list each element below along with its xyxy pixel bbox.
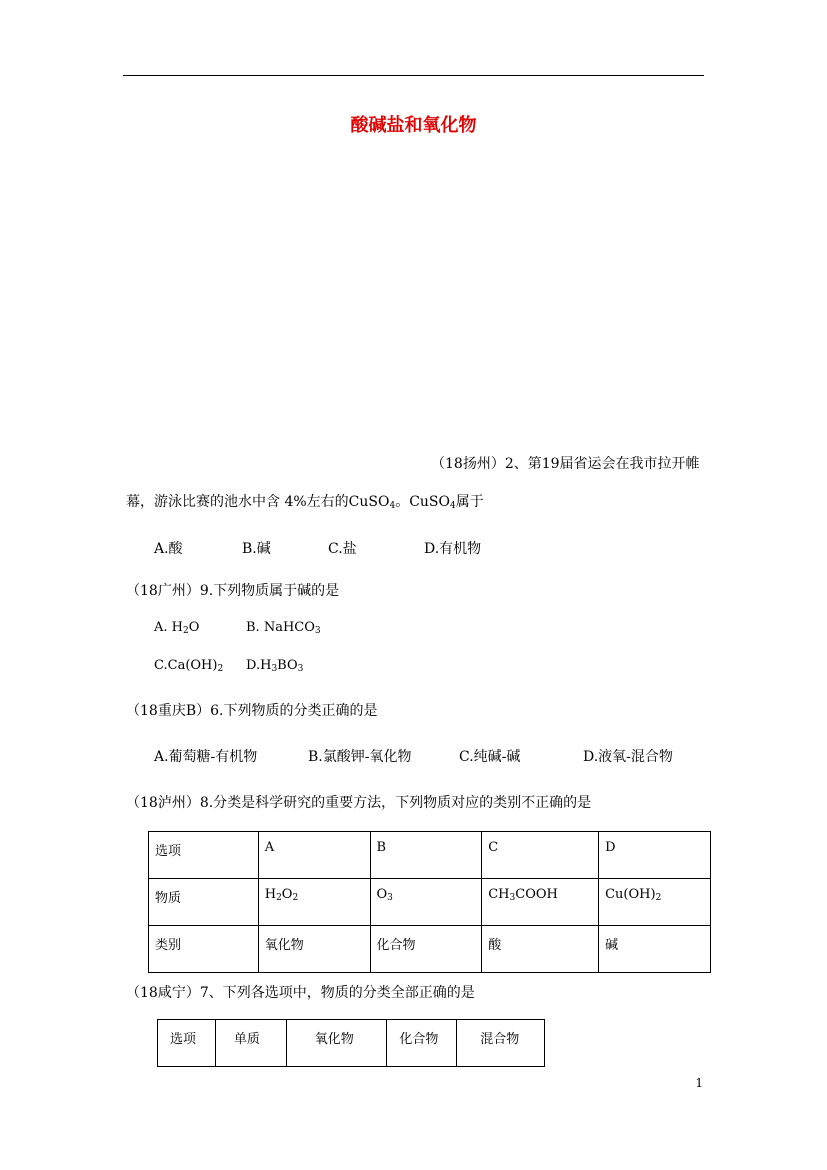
q4-cell: 酸 — [482, 926, 599, 973]
q4-cell: 化合物 — [370, 926, 482, 973]
q5-cell: 选项 — [158, 1020, 216, 1067]
q1-option-d: D.有机物 — [424, 541, 482, 557]
q4-stem: （18泸州）8.分类是科学研究的重要方法，下列物质对应的类别不正确的是 — [126, 795, 592, 811]
q4-cell: B — [370, 832, 482, 879]
q2-option-c: $C.Ca(OH)_2$ — [154, 658, 224, 674]
q4-header-row — [149, 832, 711, 879]
q3-option-a: A.葡萄糖-有机物 — [154, 749, 258, 765]
q5-cell: 化合物 — [387, 1020, 457, 1067]
q1-option-c: C.盐 — [328, 541, 357, 557]
document-title: 酸碱盐和氧化物 — [350, 115, 477, 136]
q2-option-d: $D.H_3BO_3$ — [246, 658, 304, 674]
q4-cell: 氧化物 — [258, 926, 370, 973]
q2-option-a: A. $H_2O$ — [154, 620, 200, 636]
q5-cell: 氧化物 — [286, 1020, 387, 1067]
page-number: 1 — [695, 1076, 703, 1090]
q4-cell: 类别 — [149, 926, 259, 973]
q4-substance-row — [149, 879, 711, 926]
q4-cell: $CH_3COOH$ — [482, 879, 599, 926]
q4-cell: C — [482, 832, 599, 879]
q4-cell: $H_2O_2$ — [258, 879, 370, 926]
q4-cell: 碱 — [599, 926, 711, 973]
q3-option-b: B.氯酸钾-氧化物 — [308, 749, 412, 765]
q3-option-c: C.纯碱-碱 — [459, 749, 521, 765]
q5-header-row — [158, 1020, 545, 1067]
q2-stem: （18广州）9.下列物质属于碱的是 — [126, 583, 340, 599]
q2-option-b: B. NaHCO$_3$ — [246, 620, 321, 636]
q4-cell: A — [258, 832, 370, 879]
q3-stem: （18重庆B）6.下列物质的分类正确的是 — [126, 703, 378, 719]
q4-cell: D — [599, 832, 711, 879]
q5-cell: 混合物 — [457, 1020, 545, 1067]
q4-cell: $Cu(OH)_2$ — [599, 879, 711, 926]
q1-option-b: B.碱 — [242, 541, 271, 557]
q5-cell: 单质 — [215, 1020, 286, 1067]
q1-stem-line1: （18扬州）2、第19届省运会在我市拉开帷 — [431, 456, 700, 472]
q4-table — [148, 831, 711, 973]
q1-option-a: A.酸 — [154, 541, 183, 557]
q4-cell: 物质 — [149, 879, 259, 926]
q5-stem: （18咸宁）7、下列各选项中，物质的分类全部正确的是 — [126, 985, 475, 1001]
q5-table — [157, 1019, 545, 1067]
header-rule — [123, 75, 704, 76]
q3-option-d: D.液氧-混合物 — [583, 749, 673, 765]
q4-cell: 选项 — [149, 832, 259, 879]
q4-category-row — [149, 926, 711, 973]
q1-stem-line2: 幕，游泳比赛的池水中含 4%左右的CuSO$_4$。CuSO$_4$属于 — [126, 494, 484, 511]
q4-cell: $O_3$ — [370, 879, 482, 926]
